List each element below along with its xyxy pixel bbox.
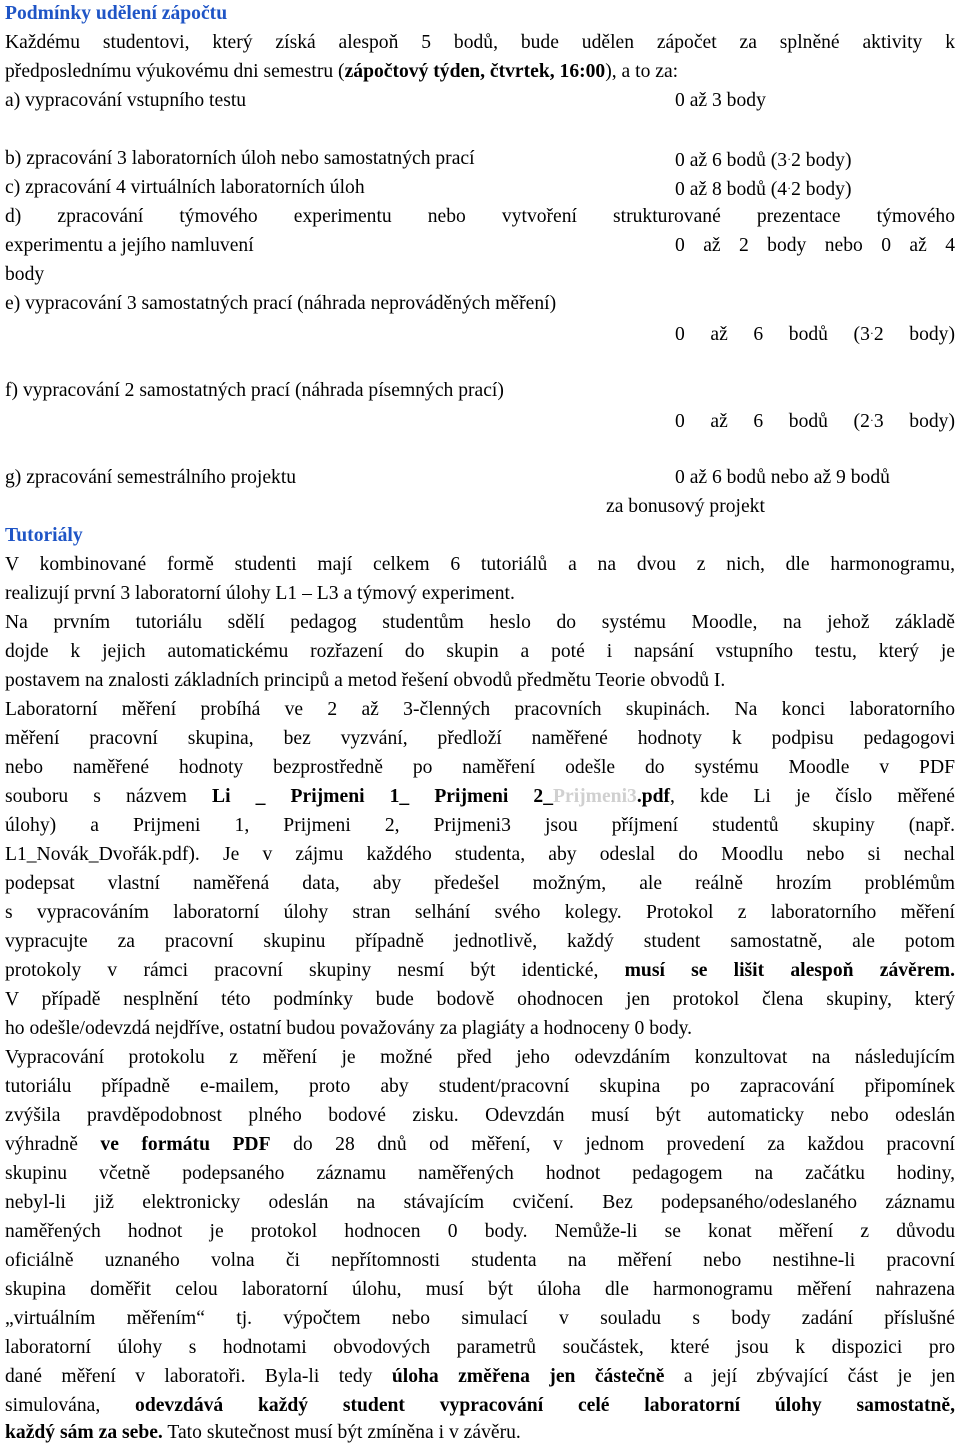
p4-line-12: [5, 1364, 955, 1390]
item-b-points: [675, 146, 852, 174]
p4-line-14-bold: každý sám za sebe.: [5, 1422, 163, 1443]
p4-line-10: „virtuálním měřením“ tj. výpočtem nebo simulací v souladu s body zadání příslušné: [5, 1308, 955, 1329]
item-c-points-b: 2 body): [791, 179, 852, 200]
item-f-points-b: 3 body): [873, 411, 955, 432]
p4-line-12-c: a její zbývající část je jen: [664, 1366, 955, 1387]
p4-line-6: nebyl-li již elektronicky odeslán na stávajícím cvičení. Bez podepsaného/odeslaného záznamu: [5, 1192, 955, 1213]
p4-line-4-a: výhradně: [5, 1134, 101, 1155]
p4-line-4: [5, 1132, 955, 1158]
p4-line-12-a: dané měření v laboratoři. Byla-li tedy: [5, 1366, 392, 1387]
multiply-dot: ·: [787, 152, 792, 166]
p3-line-10-a: protokoly v rámci pracovní skupiny nesmí být identické,: [5, 960, 625, 981]
filename-suffix-text: , kde Li je číslo měřené: [670, 786, 955, 807]
p1-line-1: V kombinované formě studenti mají celkem 6 tutoriálů a na dvou z nich, dle harmonogramu,: [5, 554, 955, 575]
p3-line-8: s vypracováním laboratorní úlohy stran selhání svého kolegy. Protokol z laboratorního měření: [5, 902, 955, 923]
intro-line-1: Každému studentovi, který získá alespoň 5 bodů, bude udělen zápočet za splněné aktivity k: [5, 32, 955, 53]
deadline-bold: zápočtový týden, čtvrtek, 16:00: [344, 61, 606, 82]
item-b-text: b) zpracování 3 laboratorních úloh nebo samostatných prací: [5, 148, 475, 169]
item-d-points: 0 až 2 body nebo 0 až 4: [675, 235, 955, 256]
p4-line-2: tutoriálu případně e-mailem, proto aby student/pracovní skupina po zapracování připomínek: [5, 1076, 955, 1097]
p4-line-8: oficiálně uznaného volna či nepřítomnosti studenta na měření nebo nestihne-li pracovní: [5, 1250, 955, 1271]
p4-line-12-bold: úloha změřena jen částečně: [391, 1366, 665, 1387]
p4-line-5: skupinu včetně podepsaného záznamu naměřených hodnot pedagogem na začátku hodiny,: [5, 1163, 955, 1184]
p4-line-13-bold: odevzdává každý student vypracování celé laboratorní úlohy samostatně,: [135, 1395, 955, 1416]
filename-ext: .pdf: [636, 786, 671, 807]
p3-line-11: V případě nesplnění této podmínky bude bodově ohodnocen jen protokol člena skupiny, který: [5, 989, 955, 1010]
item-c-points: [675, 175, 852, 203]
p3-line-3: nebo naměřené hodnoty bezprostředně po naměření odešle do systému Moodle v PDF: [5, 757, 955, 778]
item-f-points-a: 0 až 6 bodů (2: [675, 411, 870, 432]
p2-line-2: dojde k jejich automatickému rozřazení do skupin a poté i napsání vstupního testu, který je: [5, 641, 955, 662]
p4-line-11: laboratorní úlohy s hodnotami obvodových parametrů součástek, které jsou k dispozici pro: [5, 1337, 955, 1358]
p4-line-3: zvýšila pravděpodobnost plného bodové zisku. Odevzdán musí být automaticky nebo odeslán: [5, 1105, 955, 1126]
item-b-points-b: 2 body): [791, 150, 852, 171]
item-e-points: [675, 320, 955, 348]
intro-text-c: ), a to za:: [605, 61, 679, 82]
item-g-points: 0 až 6 bodů nebo až 9 bodů: [675, 467, 890, 488]
item-e-text: e) vypracování 3 samostatných prací (náhrada neprováděných měření): [5, 293, 557, 314]
multiply-dot: ·: [787, 181, 792, 195]
p3-line-2: měření pracovní skupina, bez vyzvání, předloží naměřené hodnoty k podpisu pedagogovi: [5, 728, 955, 749]
item-a-text: a) vypracování vstupního testu: [5, 90, 247, 111]
p3-line-10-c: .: [950, 960, 956, 981]
item-b-points-a: 0 až 6 bodů (3: [675, 150, 788, 171]
item-d-line-1: d) zpracování týmového experimentu nebo vytvoření strukturované prezentace týmového: [5, 206, 955, 227]
p2-line-3: postavem na znalosti základních principů a metod řešení obvodů předmětu Teorie obvodů I.: [5, 670, 726, 691]
p3-line-9: vypracujte za pracovní skupinu případně jednotlivě, každý student samostatně, ale potom: [5, 931, 955, 952]
item-g-bonus: za bonusový projekt: [606, 496, 765, 517]
item-d-line-2: experimentu a jejího namluvení: [5, 235, 254, 256]
item-a-points: 0 až 3 body: [675, 90, 766, 111]
intro-line-2: [5, 59, 955, 85]
p4-line-4-bold: ve formátu PDF: [100, 1134, 271, 1155]
p1-line-2: realizují první 3 laboratorní úlohy L1 – L3 a týmový experiment.: [5, 583, 515, 604]
item-c-text: c) zpracování 4 virtuálních laboratorních úloh: [5, 177, 365, 198]
multiply-dot: ·: [869, 413, 874, 427]
p3-line-1: Laboratorní měření probíhá ve 2 až 3-členných pracovních skupinách. Na konci laboratorního: [5, 699, 955, 720]
p4-line-13-a: simulována,: [5, 1395, 136, 1416]
p3-line-5: úlohy) a Prijmeni 1, Prijmeni 2, Prijmeni3 jsou příjmení studentů skupiny (např.: [5, 815, 955, 836]
p3-line-10: [5, 958, 955, 984]
p4-line-14: [5, 1420, 955, 1446]
filename-pattern: Li _ Prijmeni 1_ Prijmeni 2_: [212, 786, 554, 807]
p4-line-13: [5, 1393, 955, 1419]
p3-line-7: podepsat vlastní naměřená data, aby předešel možným, ale reálně hrozím problémům: [5, 873, 955, 894]
p3-line-6: L1_Novák_Dvořák.pdf). Je v zájmu každého studenta, aby odeslal do Moodlu nebo si nechal: [5, 844, 955, 865]
filename-prefix-text: souboru s názvem: [5, 786, 213, 807]
p4-line-1: Vypracování protokolu z měření je možné před jeho odevzdáním konzultovat na následujícím: [5, 1047, 955, 1068]
heading-conditions: Podmínky udělení zápočtu: [5, 3, 228, 24]
p3-line-12: ho odešle/odevzdá nejdříve, ostatní budou považovány za plagiáty a hodnoceny 0 body.: [5, 1018, 693, 1039]
item-e-points-b: 2 body): [873, 324, 955, 345]
p4-line-9: skupina doměřit celou laboratorní úlohu, musí být úloha dle harmonogramu měření nahrazena: [5, 1279, 955, 1300]
item-e-points-a: 0 až 6 bodů (3: [675, 324, 870, 345]
item-a: [5, 88, 955, 114]
p3-line-4: [5, 784, 955, 810]
item-f-points: [675, 407, 955, 435]
p2-line-1: Na prvním tutoriálu sdělí pedagog studentům heslo do systému Moodle, na jehož základě: [5, 612, 955, 633]
item-c-points-a: 0 až 8 bodů (4: [675, 179, 788, 200]
p3-line-10-bold: musí se lišit alespoň závěrem: [624, 960, 951, 981]
item-d-line-3: body: [5, 264, 45, 285]
item-f-text: f) vypracování 2 samostatných prací (náhrada písemných prací): [5, 380, 504, 401]
p4-line-4-c: do 28 dnů od měření, v jednom provedení za každou pracovní: [270, 1134, 955, 1155]
p4-line-14-b: Tato skutečnost musí být zmíněna i v závěru.: [162, 1422, 521, 1443]
p4-line-7: naměřených hodnot je protokol hodnocen 0 body. Nemůže-li se konat měření z důvodu: [5, 1221, 955, 1242]
item-g-text: g) zpracování semestrálního projektu: [5, 467, 297, 488]
multiply-dot: ·: [869, 326, 874, 340]
filename-faint: Prijmeni3: [553, 786, 637, 807]
heading-tutorials: Tutoriály: [5, 525, 83, 546]
intro-text-a: předposlednímu výukovému dni semestru (: [5, 61, 345, 82]
